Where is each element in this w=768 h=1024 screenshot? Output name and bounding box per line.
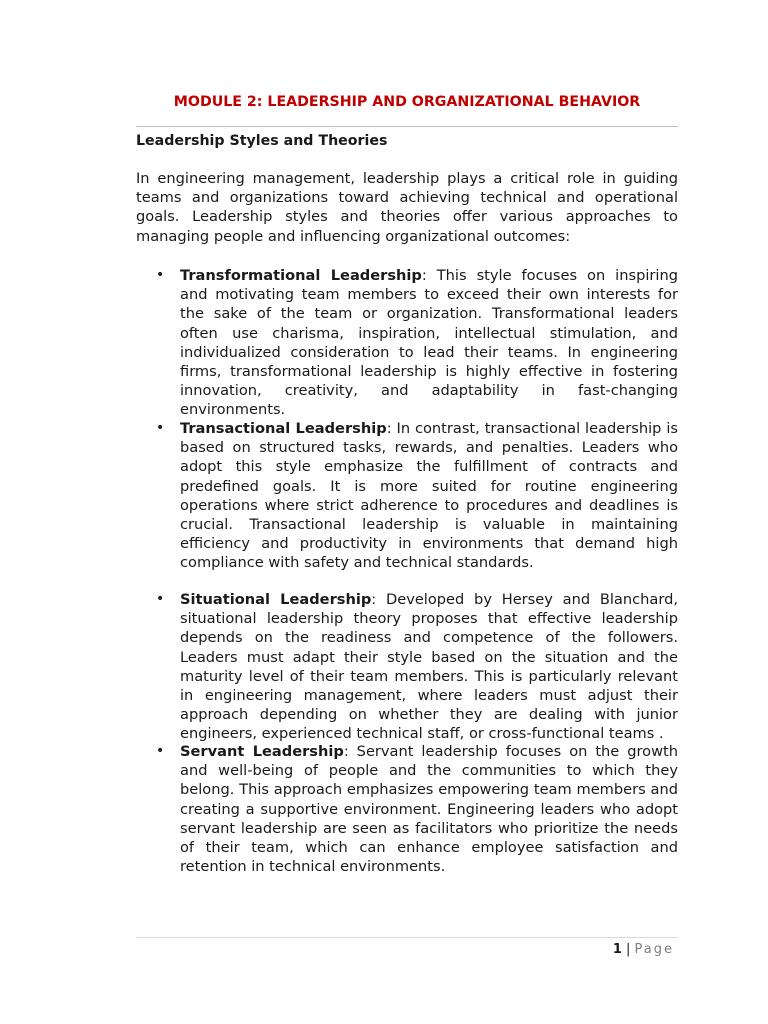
bullet-icon: • [156,420,165,436]
list-item-description: : Developed by Hersey and Blanchard, situational leadership theory proposes that effective leadership depends on the readiness and competence of the followers. Leaders must adapt their style based on the situation and the maturity level of their team members. This is particularly relevant in engineering management, where leaders must adjust their approach depending on whether they are dealing with junior engineers, experienced technical staff, or cross-functional teams . [180,591,678,743]
bullet-icon: • [156,591,165,607]
page-footer [613,942,674,957]
list-item-term: Situational Leadership [180,591,372,608]
section-heading: Leadership Styles and Theories [136,133,388,149]
page-label: Page [634,942,674,957]
list-item-term: Transformational Leadership [180,267,422,284]
list-item-description: : Servant leadership focuses on the growth and well-being of people and the communities to which they belong. This approach emphasizes empowering team members and creating a supportive environment. Engineering leaders who adopt servant leadership are seen as facilitators who prioritize the needs of their team, which can enhance employee satisfaction and retention in technical environments. [180,743,678,876]
bullet-icon: • [156,267,165,283]
list-item-term: Servant Leadership [180,743,344,760]
list-item-text [180,419,678,573]
list-item-text [180,590,678,744]
bullet-icon: • [156,743,165,759]
intro-paragraph: In engineering management, leadership plays a critical role in guiding teams and organizations toward achieving technical and operational goals. Leadership styles and theories offer various approaches to managing people and influencing organizational outcomes: [136,170,678,245]
footer-divider [136,937,678,938]
document-page [136,0,678,1024]
list-item-description: : This style focuses on inspiring and motivating team members to exceed their own interests for the sake of the team or organization. Transformational leaders often use charisma, inspiration, intellectual stimulation, and individualized consideration to lead their teams. In engineering firms, transformational leadership is highly effective in fostering innovation, creativity, and adaptability in fast-changing environments. [180,267,678,419]
title-divider [136,126,678,127]
list-item-text [180,742,678,876]
module-title: MODULE 2: LEADERSHIP AND ORGANIZATIONAL BEHAVIOR [173,94,641,110]
page-number: 1 [612,942,622,957]
list-item-term: Transactional Leadership [180,420,387,437]
page-separator: | [621,942,635,957]
list-item-description: : In contrast, transactional leadership is based on structured tasks, rewards, and penalties. Leaders who adopt this style emphasize the fulfillment of contracts and predefined goals. It is more suited for routine engineering operations where strict adherence to procedures and deadlines is crucial. Transactional leadership is valuable in maintaining efficiency and productivity in environments that demand high compliance with safety and technical standards. [180,420,678,572]
list-item-text [180,266,678,420]
